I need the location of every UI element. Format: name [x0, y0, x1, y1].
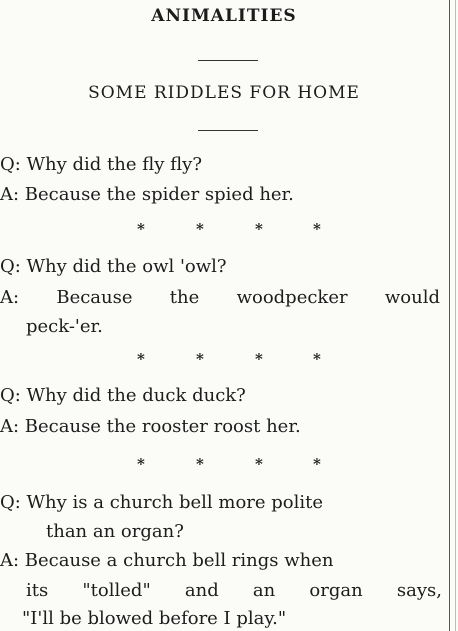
- riddle-2-answer-line-2: peck-'er.: [26, 316, 103, 337]
- riddle-2-question: Q: Why did the owl 'owl?: [0, 256, 227, 277]
- separator-star: *: [137, 455, 145, 473]
- riddle-3-answer: A: Because the rooster roost her.: [0, 416, 301, 437]
- separator-star: *: [196, 455, 204, 473]
- article-subtitle: SOME RIDDLES FOR HOME: [88, 83, 360, 103]
- title-divider: [198, 60, 258, 61]
- separator-star: *: [255, 455, 263, 473]
- separator-star: *: [313, 455, 321, 473]
- column-rule-outer: [455, 0, 456, 631]
- subtitle-divider: [198, 130, 258, 131]
- separator-star: *: [196, 350, 204, 368]
- riddle-1-answer: A: Because the spider spied her.: [0, 184, 294, 205]
- riddle-3-question: Q: Why did the duck duck?: [0, 385, 246, 406]
- separator-star: *: [313, 350, 321, 368]
- separator-star: *: [196, 220, 204, 238]
- riddle-4-question-line-2: than an organ?: [46, 521, 184, 542]
- separator-star: *: [313, 220, 321, 238]
- riddle-4-question-line-1: Q: Why is a church bell more polite: [0, 492, 324, 513]
- riddle-4-answer-line-2: its "tolled" and an organ says,: [26, 580, 442, 601]
- separator-star: *: [137, 220, 145, 238]
- separator-3: [0, 455, 458, 473]
- riddle-4-answer-line-1: A: Because a church bell rings when: [0, 550, 334, 571]
- separator-star: *: [255, 350, 263, 368]
- separator-star: *: [137, 350, 145, 368]
- article-title: ANIMALITIES: [151, 6, 297, 26]
- riddle-2-answer-line-1: A: Because the woodpecker would: [0, 287, 440, 308]
- separator-2: [0, 350, 458, 368]
- riddle-1-question: Q: Why did the fly fly?: [0, 154, 202, 175]
- separator-star: *: [255, 220, 263, 238]
- riddle-4-answer-line-3: "I'll be blowed before I play.": [22, 608, 287, 629]
- column-rule: [449, 0, 450, 631]
- separator-1: [0, 220, 458, 238]
